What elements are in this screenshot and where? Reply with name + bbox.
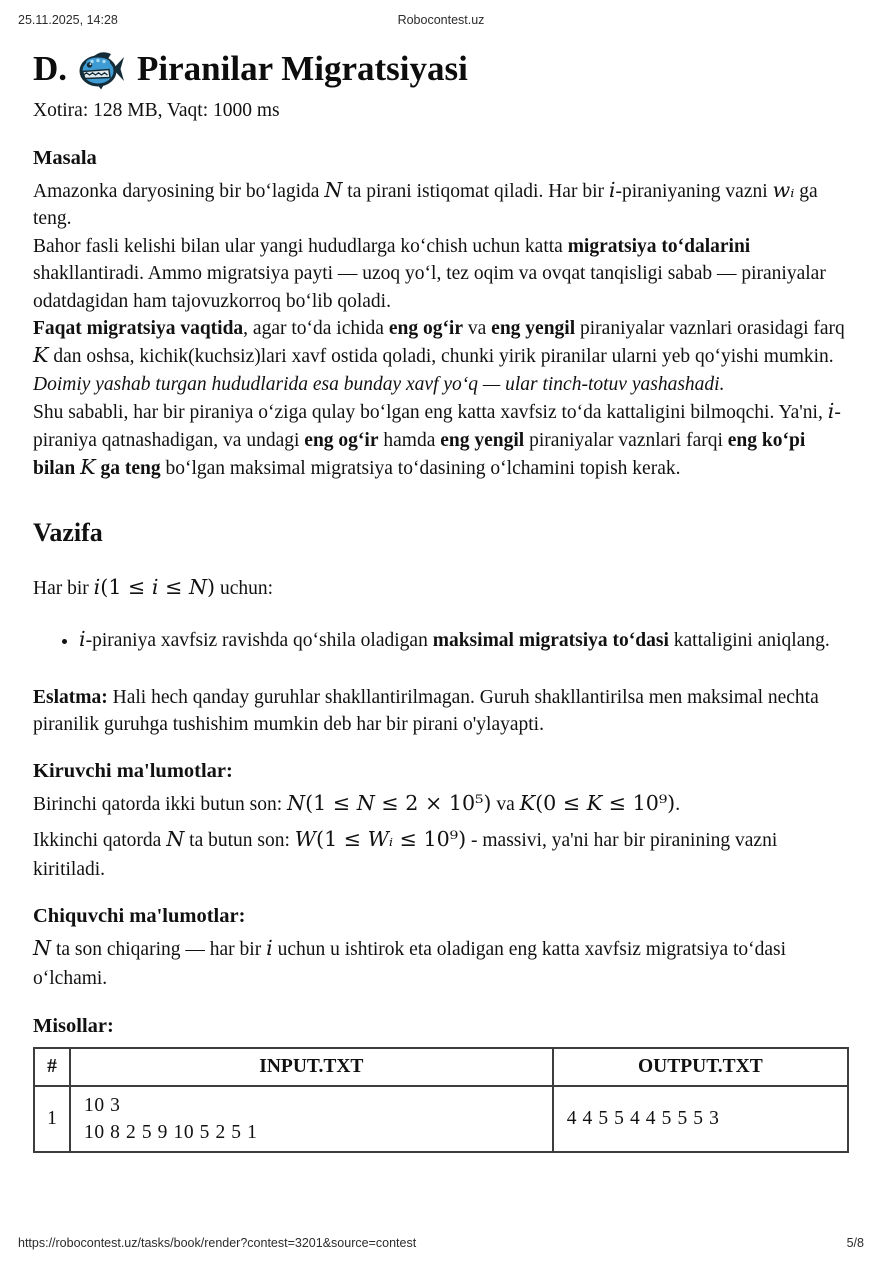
task-name: Piranilar Migratsiyasi	[137, 49, 468, 88]
bold-run: migratsiya toʻdalarini	[567, 235, 751, 257]
text-run: .	[675, 793, 681, 815]
bold-run: eng yengil	[491, 318, 576, 340]
vazifa-list	[33, 625, 849, 656]
bold-run: eng ogʻir	[388, 318, 464, 340]
text-run: ta butun son:	[184, 829, 295, 851]
bold-run: eng koʻpi bilan	[33, 429, 806, 480]
text-run: ta pirani istiqomat qiladi. Har bir	[342, 181, 609, 202]
text-run: -piraniya xavfsiz ravishda qoʻshila oladigan	[85, 630, 433, 652]
chiquvchi-heading: Chiquvchi ma'lumotlar:	[33, 904, 246, 927]
text-run: Birinchi qatorda ikki butun son:	[33, 793, 288, 815]
text-run: piraniyalar vaznlari orasidagi farq	[575, 318, 845, 340]
eslatma-label: Eslatma:	[33, 686, 108, 708]
print-site-title: Robocontest.uz	[397, 13, 485, 27]
math-run: ≤ 10⁹)	[602, 790, 676, 815]
math-run: (1 ≤	[316, 826, 368, 851]
math-run: (0 ≤	[535, 790, 587, 815]
masala-paragraph-1	[33, 177, 849, 233]
text-run: Bahor fasli kelishi bilan ular yangi hududlarga koʻchish uchun katta	[33, 235, 568, 257]
math-var-n: N	[166, 826, 185, 851]
task-limits: Xotira: 128 MB, Vaqt: 1000 ms	[33, 100, 280, 121]
text-run: dan oshsa, kichik(kuchsiz)lari xavf ostida qoladi, chunki yirik piranilar ularni yeb qoʻyishi mumkin.	[48, 346, 834, 368]
math-run: )	[207, 575, 216, 600]
math-run: (1 ≤	[305, 790, 357, 815]
print-datetime: 25.11.2025, 14:28	[18, 13, 118, 27]
text-run: hamda	[378, 429, 441, 451]
vazifa-list-item	[79, 625, 849, 656]
sample-output: 4 4 5 5 4 4 5 5 5 3	[553, 1086, 848, 1152]
masala-heading: Masala	[33, 147, 97, 169]
math-var-i: i	[608, 178, 616, 202]
input-line: 10 3	[84, 1094, 121, 1116]
text-run: va	[463, 318, 492, 340]
math-var-n: N	[287, 790, 306, 815]
print-page-number: 5/8	[846, 1236, 864, 1250]
text-run: -piraniyaning vazni	[615, 181, 773, 202]
text-run: -piraniya qatnashadigan, va undagi	[33, 402, 841, 451]
bold-run: maksimal migratsiya toʻdasi	[432, 630, 669, 652]
text-run: , agar toʻda ichida	[243, 318, 389, 340]
text-run: va	[491, 793, 520, 815]
text-run: ta son chiqaring — har bir	[51, 938, 267, 960]
text-run: Ikkinchi qatorda	[33, 829, 167, 851]
math-var-i: i	[79, 627, 86, 652]
kiruvchi-paragraph-1	[33, 789, 849, 819]
table-row	[34, 1086, 848, 1152]
text-run: uchun u ishtirok eta oladigan eng katta xavfsiz migratsiya toʻdasi oʻlchami.	[33, 938, 787, 989]
math-var-i: i	[151, 575, 159, 600]
eslatma-paragraph	[33, 684, 849, 739]
math-run: ≤	[158, 575, 189, 600]
piranha-fish-icon	[79, 48, 125, 90]
bold-run: ga teng	[100, 458, 161, 480]
kiruvchi-heading: Kiruvchi ma'lumotlar:	[33, 759, 233, 782]
math-run: ≤ 10⁹)	[393, 826, 467, 851]
sample-number: 1	[34, 1086, 70, 1152]
text-run: ga teng.	[33, 181, 818, 230]
vazifa-heading: Vazifa	[33, 518, 103, 548]
samples-table	[33, 1047, 849, 1153]
text-run: Har bir	[33, 578, 94, 600]
text-run: - massivi, ya'ni har bir piranining vazni kiritiladi.	[33, 829, 778, 880]
math-var-n: N	[324, 178, 343, 202]
task-letter: D.	[33, 49, 68, 88]
math-var-w: W	[294, 826, 317, 851]
sample-input	[70, 1086, 553, 1152]
math-run: (1 ≤	[100, 575, 152, 600]
math-run: ≤ 2 × 10⁵)	[374, 790, 492, 815]
bold-run: eng ogʻir	[304, 429, 379, 451]
input-line: 10 8 2 5 9 10 5 2 5 1	[84, 1121, 258, 1143]
task-title	[33, 47, 849, 91]
math-var-k: K	[586, 790, 603, 815]
col-header-input: INPUT.TXT	[70, 1048, 553, 1086]
math-var-k: K	[80, 455, 96, 480]
kiruvchi-paragraph-2	[33, 825, 849, 884]
text-run: Amazonka daryosining bir boʻlagida	[33, 181, 325, 202]
masala-paragraph-5	[33, 398, 849, 482]
text-run: kattaligini aniqlang.	[668, 630, 830, 652]
task-document	[0, 47, 882, 1153]
masala-paragraph-2	[33, 233, 849, 315]
col-header-number: #	[34, 1048, 70, 1086]
text-run: Hali hech qanday guruhlar shakllantirilmagan. Guruh shakllantirilsa men maksimal nechta piranilik guruhga tushishim mumkin deb har bir pirani o'ylayapti.	[33, 686, 819, 736]
math-var-n: N	[188, 575, 208, 600]
bold-run: eng yengil	[440, 429, 525, 451]
math-var-wi: wᵢ	[772, 178, 795, 202]
chiquvchi-paragraph	[33, 934, 849, 993]
misollar-heading: Misollar:	[33, 1014, 114, 1037]
math-var-n: N	[33, 935, 52, 960]
text-run: piraniyalar vaznlari farqi	[524, 429, 728, 451]
text-run: boʻlgan maksimal migratsiya toʻdasining oʻlchamini topish kerak.	[160, 458, 681, 480]
math-var-i: i	[266, 935, 273, 960]
masala-paragraph-3	[33, 315, 849, 371]
math-var-k: K	[33, 343, 49, 368]
math-var-wi: Wᵢ	[367, 826, 394, 851]
math-var-k: K	[519, 790, 536, 815]
math-var-i: i	[93, 575, 101, 600]
text-run: shakllantiradi. Ammo migratsiya payti — uzoq yoʻl, tez oqim va ovqat tanqisligi sabab — piraniyalar odatdagidan ham tajovuzkorroq boʻlib qoladi.	[33, 263, 826, 312]
samples-header-row	[34, 1048, 848, 1086]
print-url: https://robocontest.uz/tasks/book/render?contest=3201&source=contest	[18, 1236, 417, 1250]
col-header-output: OUTPUT.TXT	[553, 1048, 848, 1086]
vazifa-intro	[33, 573, 849, 603]
print-header	[0, 0, 882, 27]
masala-paragraph-4-italic: Doimiy yashab turgan hududlarida esa bunday xavf yoʻq — ular tinch-totuv yashashadi.	[33, 373, 725, 395]
print-footer	[18, 1236, 864, 1250]
text-run: uchun:	[215, 578, 274, 600]
text-run: Shu sababli, har bir piraniya oʻziga qulay boʻlgan eng katta xavfsiz toʻda kattaligini bilmoqchi. Ya'ni,	[33, 402, 828, 424]
math-var-i: i	[827, 399, 835, 424]
bold-run: Faqat migratsiya vaqtida	[33, 318, 244, 340]
math-var-n: N	[356, 790, 375, 815]
